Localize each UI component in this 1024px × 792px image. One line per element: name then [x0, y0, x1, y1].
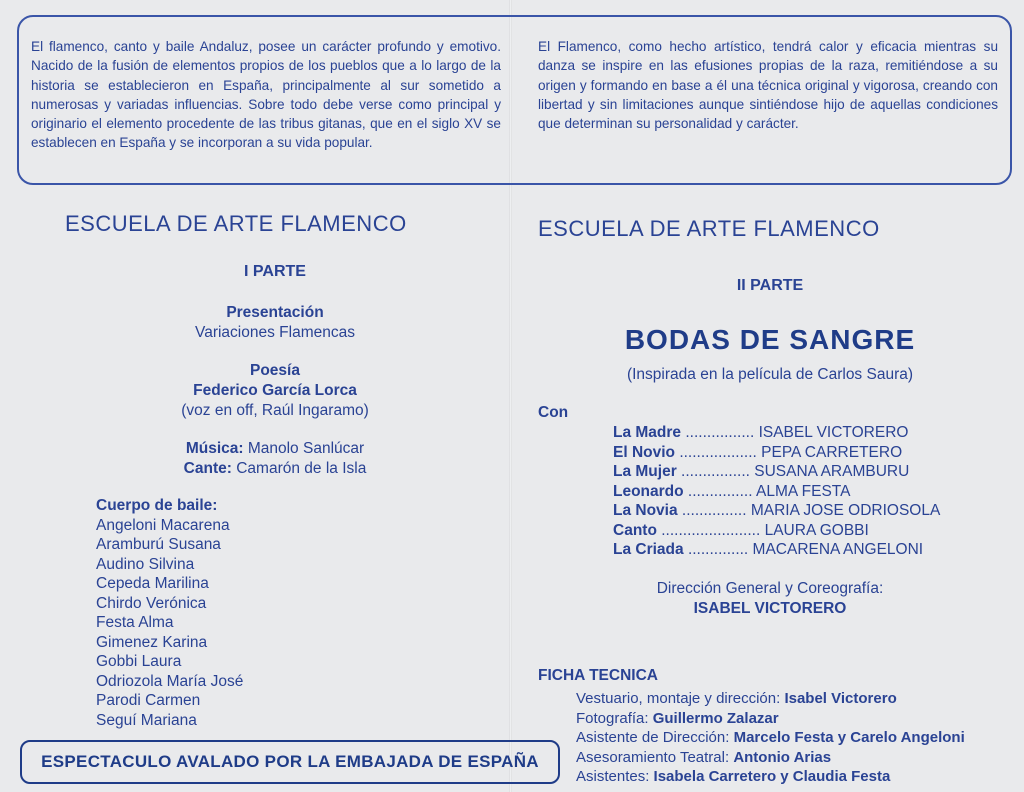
role-name: Leonardo [613, 482, 684, 500]
cante-label: Cante: [183, 460, 232, 477]
presentation-value: Variaciones Flamencas [195, 324, 355, 341]
role-dots: ................ [681, 424, 759, 441]
role-actor: PEPA CARRETERO [761, 443, 903, 461]
list-item [576, 748, 965, 768]
role-name: La Madre [613, 424, 682, 441]
direction-value: ISABEL VICTORERO [693, 600, 847, 617]
credit-value: Guillermo Zalazar [652, 709, 779, 727]
role-actor: ALMA FESTA [755, 482, 851, 500]
credit-value: Marcelo Festa y Carelo Angeloni [733, 729, 965, 746]
role-dots: ............... [677, 502, 751, 519]
intro-left-paragraph: El flamenco, canto y baile Andaluz, posee un carácter profundo y emotivo. Nacido de la fusión de elementos propios de los pueblos que a lo largo de la historia se establecieron en España, principalmente al sur sometido a numerosas y variadas influencias. Sobre todo debe verse como principal y originario el elemento procedente de las tribus gitanas, que en el siglo XV se establecen en España y se incorporan a su vida popular. [31, 39, 501, 151]
sponsor-banner: ESPECTACULO AVALADO POR LA EMBAJADA DE ESPAÑA [20, 740, 560, 784]
presentation-label: Presentación [226, 304, 324, 321]
credit-value: Isabela Carretero y Claudia Festa [653, 768, 891, 785]
role-row [613, 443, 940, 463]
role-dots: ............... [683, 482, 756, 500]
role-name: La Novia [613, 502, 678, 519]
list-item: Festa Alma [96, 614, 174, 631]
dancers-list [96, 496, 243, 730]
list-item: Audino Silvina [96, 555, 195, 573]
cante-line [60, 459, 490, 479]
credit-label: Vestuario, montaje y dirección: [576, 690, 785, 707]
poetry-voice: (voz en off, Raúl Ingaramo) [181, 402, 369, 419]
role-actor: SUSANA ARAMBURU [754, 463, 910, 480]
list-item: Chirdo Verónica [96, 594, 207, 612]
list-item [576, 709, 965, 729]
list-item [576, 767, 965, 787]
music-section [60, 439, 490, 479]
music-line [60, 439, 490, 459]
school-title-right: ESCUELA DE ARTE FLAMENCO [538, 216, 880, 241]
credit-value: Antonio Arias [733, 748, 832, 766]
role-dots: .............. [683, 541, 753, 558]
role-row [613, 482, 940, 502]
list-item: Aramburú Susana [96, 536, 221, 553]
role-dots: ................ [676, 463, 755, 480]
credit-label: Asistente de Dirección: [576, 729, 734, 746]
credit-value: Isabel Victorero [784, 690, 897, 707]
role-name: Canto [613, 521, 657, 539]
credit-label: Asistentes: [576, 768, 654, 785]
role-name: La Mujer [613, 463, 677, 480]
role-row [613, 521, 940, 541]
poetry-label: Poesía [250, 362, 300, 379]
credit-label: Asesoramiento Teatral: [576, 748, 734, 766]
role-actor: MARIA JOSE ODRIOSOLA [750, 502, 941, 519]
role-row [613, 423, 940, 443]
presentation-section [60, 303, 490, 343]
role-row [613, 540, 940, 560]
roles-list [613, 423, 940, 560]
list-item: Parodi Carmen [96, 692, 201, 709]
show-title: BODAS DE SANGRE [624, 324, 916, 355]
technical-sheet-heading: FICHA TECNICA [538, 667, 658, 684]
role-actor: LAURA GOBBI [764, 521, 869, 539]
poetry-section [60, 361, 490, 421]
list-item: Odriozola María José [96, 672, 244, 690]
cast-con-label: Con [538, 404, 569, 421]
school-title-left: ESCUELA DE ARTE FLAMENCO [65, 211, 407, 236]
dancers-heading: Cuerpo de baile: [96, 497, 218, 514]
direction-label: Dirección General y Coreografía: [656, 580, 884, 597]
list-item: Seguí Mariana [96, 711, 197, 729]
intro-right-paragraph: El Flamenco, como hecho artístico, tendrá calor y eficacia mientras su danza se inspire en las efusiones propias de la raza, remitiéndose a su origen y formando en base a él una técnica original y vigorosa, creando con libertad y sin limitaciones aunque sintiéndose hijo de aquellas condiciones que determinan su personalidad y carácter. [538, 39, 998, 132]
part-two-heading: II PARTE [736, 277, 804, 294]
show-subtitle: (Inspirada en la película de Carlos Saura) [626, 366, 914, 383]
role-name: El Novio [613, 443, 676, 461]
role-name: La Criada [613, 541, 684, 558]
music-value: Manolo Sanlúcar [247, 440, 365, 457]
list-item: Cepeda Marilina [96, 575, 209, 592]
role-dots: ....................... [656, 521, 765, 539]
list-item: Gobbi Laura [96, 653, 182, 670]
list-item: Angeloni Macarena [96, 516, 230, 534]
role-row [613, 501, 940, 521]
cante-value: Camarón de la Isla [236, 460, 367, 477]
poetry-author: Federico García Lorca [193, 382, 357, 399]
role-row [613, 462, 940, 482]
role-actor: MACARENA ANGELONI [752, 541, 924, 558]
music-label: Música: [185, 440, 244, 457]
part-one-heading: I PARTE [244, 263, 306, 280]
direction-section [520, 579, 1020, 619]
list-item [576, 689, 965, 709]
credit-label: Fotografía: [576, 709, 653, 727]
role-actor: ISABEL VICTORERO [758, 424, 909, 441]
role-dots: .................. [675, 443, 762, 461]
list-item [576, 728, 965, 748]
list-item: Gimenez Karina [96, 633, 208, 651]
technical-sheet-list [576, 689, 965, 787]
